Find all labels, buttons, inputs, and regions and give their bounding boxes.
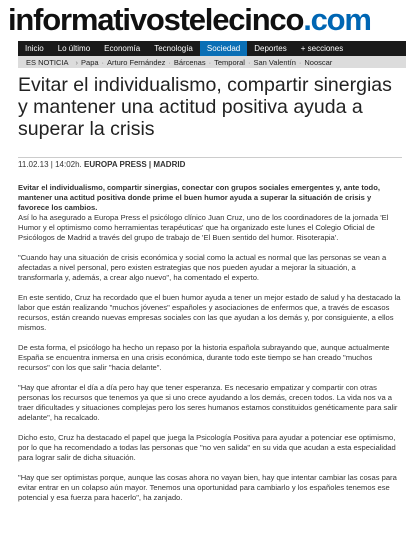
trending-item-barcenas[interactable]: Bárcenas <box>173 57 206 67</box>
trending-item-temporal[interactable]: Temporal <box>214 57 245 67</box>
nav-item-sociedad[interactable]: Sociedad <box>200 41 247 56</box>
nav-item-economia[interactable]: Economía <box>104 44 141 53</box>
article-paragraph: "Hay que afrontar el día a día pero hay que tener esperanza. Es necesario empatizar y compartir con otras personas los recursos que tenemos ya que si uno crece ayudando a los demás, crecen todos. La vida nos va a traer dificultades y situaciones complejas pero los seres humanos estamos constituidos genéticamente para salir adelante", ha recalcado. <box>18 383 398 422</box>
article-paragraph: Así lo ha asegurado a Europa Press el psicólogo clínico Juan Cruz, uno de los coordinadores de la jornada 'El Humor y el optimismo como herramientas terapéuticas' que ha organizado este lunes el Colegio Oficial de Psicólogos de Madrid a través del grupo de trabajo de 'El Buen sentido del humor. Risoterapia'. <box>18 213 389 242</box>
trending-label: ES NOTICIA <box>26 57 69 67</box>
separator: · <box>298 57 302 67</box>
logo-text: informativostelecinco <box>8 2 304 37</box>
article-title: Evitar el individualismo, compartir sinergias y mantener una actitud positiva ayuda a superar la crisis <box>18 74 392 140</box>
nav-item-mas-secciones[interactable]: + secciones <box>300 44 344 53</box>
logo-domain: .com <box>303 2 371 37</box>
article-paragraph: En este sentido, Cruz ha recordado que el buen humor ayuda a tener un mejor estado de salud y ha destacado la labor que están realizando "muchos jóvenes" españoles y asociaciones de enfermos que, a través de escasos recursos, están creando nuevas empresas sociales con las que ayudan a los demás y, por consiguiente, a ellos mismos. <box>18 293 401 332</box>
article-meta <box>18 157 402 169</box>
article-source: EUROPA PRESS | MADRID <box>84 160 186 169</box>
nav-item-inicio[interactable]: Inicio <box>25 44 44 53</box>
separator: › <box>75 57 79 67</box>
trending-item-papa[interactable]: Papa <box>81 57 99 67</box>
separator: · <box>208 57 212 67</box>
article-paragraph: De esta forma, el psicólogo ha hecho un repaso por la historia española subrayando que, aunque actualmente España se encuentra inmersa en una crisis económica, durante todo este tiempo se han creado "muchos recursos" con los que salir "hacia delante". <box>18 343 390 372</box>
main-nav <box>18 41 406 56</box>
article-paragraph: "Cuando hay una situación de crisis económica y social como la actual es normal que las personas se vean a afectadas a nivel personal, pero existen estrategias que nos pueden ayudar a mejorar la situación, a transformarla y, además, a crear algo nuevo", ha comentado el experto. <box>18 253 387 282</box>
nav-item-lo-ultimo[interactable]: Lo último <box>57 44 91 53</box>
nav-item-deportes[interactable]: Deportes <box>254 44 287 53</box>
trending-item-arturo-fernandez[interactable]: Arturo Fernández <box>107 57 166 67</box>
article-lead: Evitar el individualismo, compartir sinergias, conectar con grupos sociales emergentes y, ante todo, mantener una actitud positiva donde prime el buen humor ayuda a superar la situación de crisis y favorece los cambios. <box>18 183 380 212</box>
site-logo[interactable] <box>8 2 371 38</box>
article-body <box>18 183 402 513</box>
trending-item-nooscar[interactable]: Nooscar <box>304 57 333 67</box>
site-header <box>0 0 406 40</box>
article-paragraph: Dicho esto, Cruz ha destacado el papel que juega la Psicología Positiva para ayudar a potenciar ese optimismo, por lo que ha recomendado a todas las personas que "no ven salida" en su vida que acudan a esta especialidad para lograr salir de dicha situación. <box>18 433 396 462</box>
trending-bar <box>18 56 406 68</box>
nav-item-tecnologia[interactable]: Tecnología <box>154 44 193 53</box>
separator: · <box>247 57 251 67</box>
trending-item-san-valentin[interactable]: San Valentín <box>253 57 296 67</box>
separator: · <box>101 57 105 67</box>
separator: · <box>168 57 171 67</box>
article-date: 11.02.13 | 14:02h. <box>18 160 82 169</box>
article-paragraph: "Hay que ser optimistas porque, aunque las cosas ahora no vayan bien, hay que intentar cambiar las cosas para evitar entrar en un colapso aún mayor. Tenemos una oportunidad para cambiarlo y los españoles tenemos ese potencial y esa fuerza para hacerlo", ha zanjado. <box>18 473 397 502</box>
